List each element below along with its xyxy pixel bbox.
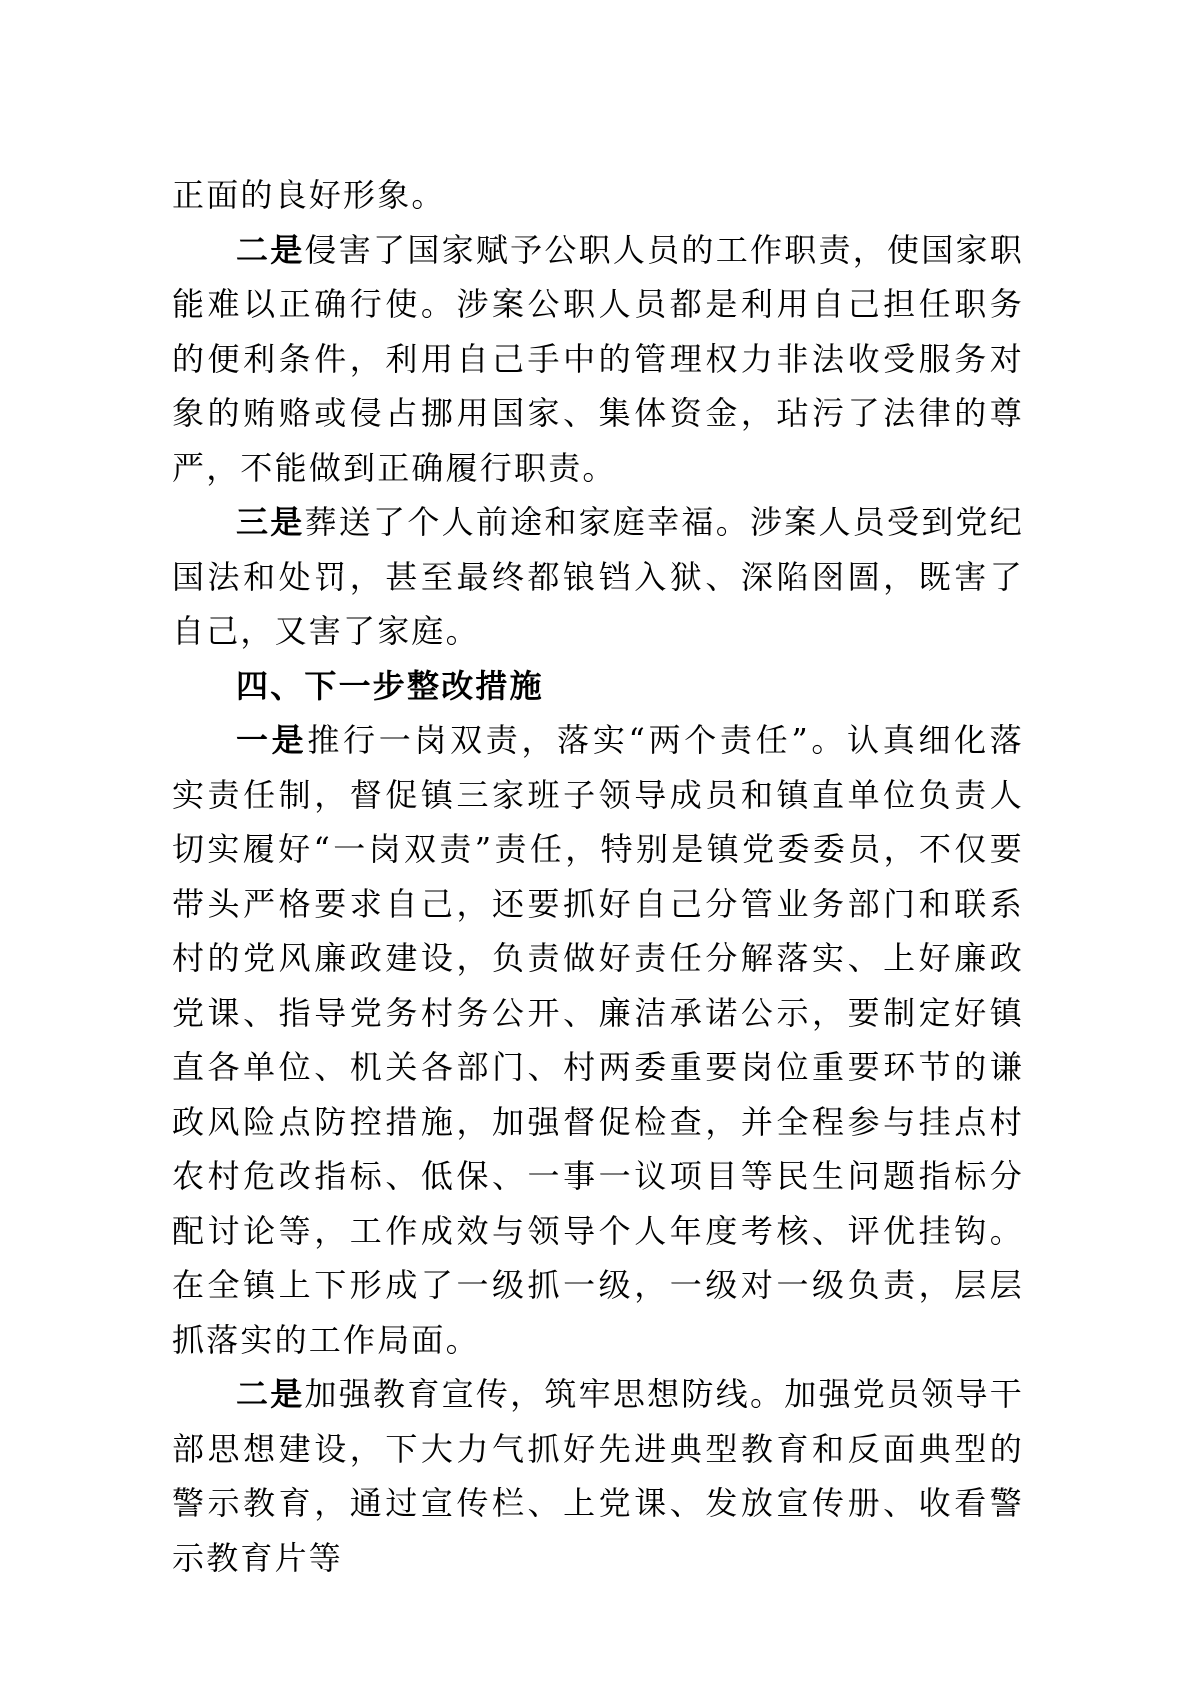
paragraph-point-two [172, 223, 1024, 496]
paragraph-lead: 一是 [236, 721, 308, 759]
section-heading [172, 659, 1024, 714]
paragraph-text: 葬送了个人前途和家庭幸福。涉案人员受到党纪国法和处罚，甚至最终都锒铛入狱、深陷囹圄，既害了自己，又害了家庭。 [172, 503, 1024, 650]
paragraph-lead: 二是 [236, 230, 305, 269]
paragraph-continuation [172, 168, 1024, 223]
paragraph-lead: 二是 [236, 1375, 305, 1413]
paragraph-lead: 三是 [236, 503, 305, 541]
section-heading-text: 四、下一步整改措施 [236, 666, 544, 705]
paragraph-text: 推行一岗双责，落实“两个责任”。认真细化落实责任制，督促镇三家班子领导成员和镇直单位负责人切实履好“一岗双责”责任，特别是镇党委委员，不仅要带头严格要求自己，还要抓好自己分管业务部门和联系村的党风廉政建设，负责做好责任分解落实、上好廉政党课、指导党务村务公开、廉洁承诺公示，要制定好镇直各单位、机关各部门、村两委重要岗位重要环节的谦政风险点防控措施，加强督促检查，并全程参与挂点村农村危改指标、低保、一事一议项目等民生问题指标分配讨论等，工作成效与领导个人年度考核、评优挂钩。在全镇上下形成了一级抓一级，一级对一级负责，层层抓落实的工作局面。 [172, 721, 1024, 1359]
paragraph-text: 加强教育宣传，筑牢思想防线。加强党员领导干部思想建设，下大力气抓好先进典型教育和反面典型的警示教育，通过宣传栏、上党课、发放宣传册、收看警示教育片等 [172, 1375, 1024, 1577]
paragraph-measure-two [172, 1367, 1024, 1585]
paragraph-text: 侵害了国家赋予公职人员的工作职责，使国家职能难以正确行使。涉案公职人员都是利用自己担任职务的便利条件，利用自己手中的管理权力非法收受服务对象的贿赂或侵占挪用国家、集体资金，玷污了法律的尊严，不能做到正确履行职责。 [172, 230, 1024, 487]
paragraph-text: 正面的良好形象。 [172, 176, 446, 214]
paragraph-point-three [172, 495, 1024, 659]
document-body [172, 168, 1024, 1585]
paragraph-measure-one [172, 713, 1024, 1367]
